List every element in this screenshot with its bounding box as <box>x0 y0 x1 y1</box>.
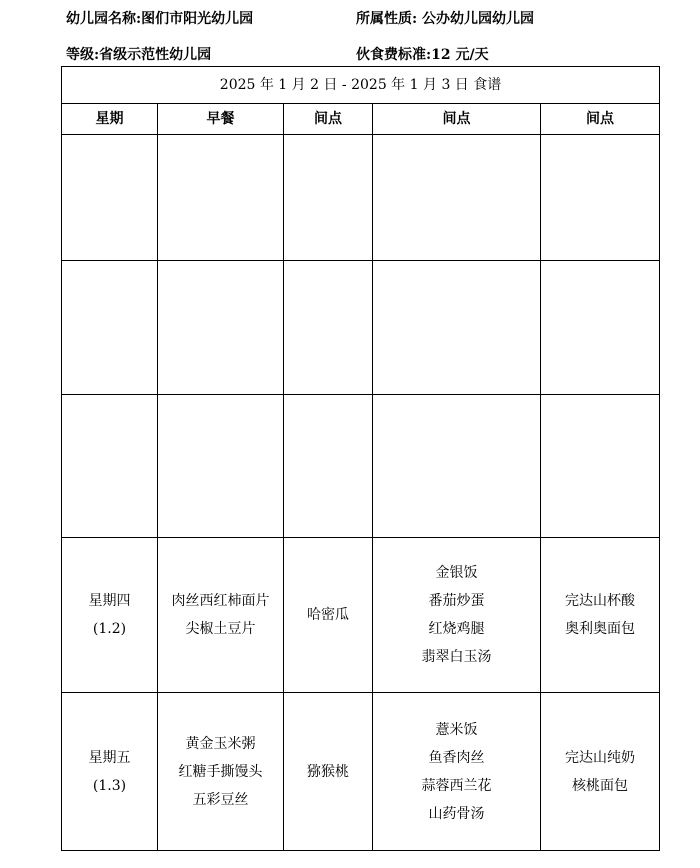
empty-cell <box>284 261 373 395</box>
snack-cell <box>284 693 373 851</box>
day-date: (1.3) <box>92 777 127 794</box>
empty-cell <box>158 261 284 395</box>
dish: 奥利奥面包 <box>565 621 636 637</box>
empty-cell <box>373 261 541 395</box>
dish: 翡翠白玉汤 <box>421 649 492 665</box>
day-label: 星期五 <box>88 749 131 766</box>
col-header-weekday: 星期 <box>62 104 158 135</box>
table-row-friday <box>62 693 660 851</box>
school-nature: 所属性质: 公办幼儿园幼儿园 <box>356 11 535 27</box>
dish: 鱼香肉丝 <box>428 749 485 766</box>
dish: 完达山杯酸 <box>565 593 636 609</box>
empty-cell <box>541 261 660 395</box>
snack-cell <box>541 538 660 693</box>
col-header-breakfast: 早餐 <box>158 104 284 135</box>
dish: 红烧鸡腿 <box>428 621 485 637</box>
empty-cell <box>284 135 373 261</box>
day-date: (1.2) <box>92 621 127 637</box>
col-header-snack-1: 间点 <box>284 104 373 135</box>
snack-cell <box>541 693 660 851</box>
lunch-cell <box>373 538 541 693</box>
day-cell <box>62 538 158 693</box>
col-header-snack-2: 间点 <box>373 104 541 135</box>
empty-cell <box>158 395 284 538</box>
empty-cell <box>373 395 541 538</box>
empty-row <box>62 261 660 395</box>
dish: 完达山纯奶 <box>565 749 636 766</box>
menu-table <box>61 66 660 851</box>
dish: 核桃面包 <box>572 777 629 794</box>
empty-cell <box>158 135 284 261</box>
empty-cell <box>62 261 158 395</box>
dish: 哈密瓜 <box>307 607 349 623</box>
empty-cell <box>373 135 541 261</box>
breakfast-cell <box>158 538 284 693</box>
breakfast-cell <box>158 693 284 851</box>
school-name: 幼儿园名称:图们市阳光幼儿园 <box>66 11 254 27</box>
dish: 薏米饭 <box>435 721 478 738</box>
dish: 肉丝西红柿面片 <box>171 593 270 609</box>
school-level: 等级:省级示范性幼儿园 <box>66 47 212 63</box>
dish: 五彩豆丝 <box>192 791 249 808</box>
empty-cell <box>541 135 660 261</box>
empty-cell <box>62 135 158 261</box>
dish: 猕猴桃 <box>307 763 349 780</box>
empty-cell <box>62 395 158 538</box>
meal-fee: 伙食费标准:12 元/天 <box>356 47 489 63</box>
empty-row <box>62 395 660 538</box>
dish: 黄金玉米粥 <box>185 735 256 752</box>
col-header-snack-3: 间点 <box>541 104 660 135</box>
day-cell <box>62 693 158 851</box>
lunch-cell <box>373 693 541 851</box>
dish: 番茄炒蛋 <box>428 593 485 609</box>
day-label: 星期四 <box>88 593 131 609</box>
snack-cell <box>284 538 373 693</box>
dish: 蒜蓉西兰花 <box>421 777 492 794</box>
dish: 山药骨汤 <box>428 805 485 822</box>
empty-cell <box>284 395 373 538</box>
dish: 尖椒土豆片 <box>185 621 256 637</box>
menu-title: 2025 年 1 月 2 日 - 2025 年 1 月 3 日 食谱 <box>62 67 660 104</box>
dish: 金银饭 <box>435 565 478 581</box>
table-row-thursday <box>62 538 660 693</box>
empty-row <box>62 135 660 261</box>
dish: 红糖手撕馒头 <box>178 763 263 780</box>
empty-cell <box>541 395 660 538</box>
